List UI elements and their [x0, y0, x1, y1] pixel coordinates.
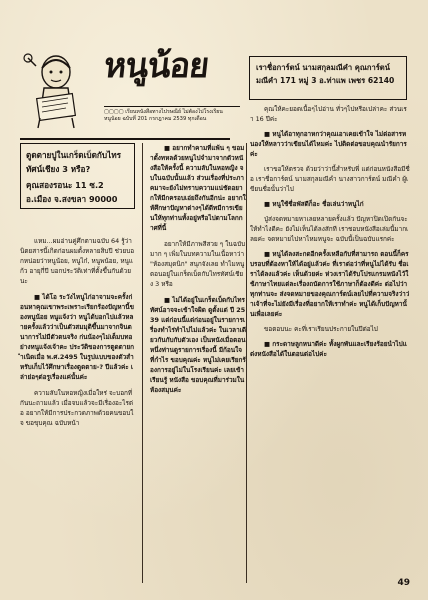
letter-title-box — [20, 143, 135, 209]
reply-paragraph: ■ หนูใช้ชื่อพัสดีก็อะ ชื่อเล่นว่าหนูไก่ — [264, 200, 364, 208]
column-left — [20, 236, 135, 428]
mascot-illustration — [20, 50, 92, 130]
letter-title: ตูดตายปูในเกร็ดเบ็ดกับไทรทัศน์เชียง 3 หรือ? — [26, 150, 121, 174]
reply-paragraph: ■ ได้โอ ระวังไหนูไก่อาจามจะครั้งก่อนหาคุณเขาพระเพราะเรียกร้องปัญหานี้ของหนูน้อย หนูแจ้งว่า หนูได้บอกไปแล้วหลายครั้งแล้วว่าเป็นตัวสมมุติขึ้นมาจากจินตนาการไม่มีตัวตนจริง ก่นน้องๆไม่เต็มบทอย่างหนูแจ้งเจ้าคะ ประวัติของการตูดตายกำเนิดเมื่อ พ.ศ.2495 ในรูปแบบของตัวสำหรับเก็บไว้ศึกษาเรื่องตูดตาย-? ปีแล้วค่ะ เล่าย่อๆต่อรูเรื่องแค่นั้นค่ะ — [20, 293, 134, 381]
page-number: 49 — [397, 578, 410, 588]
magazine-header — [20, 42, 230, 134]
reply-paragraph: ■ หนูได้ลงสะกดอีกครั้งเหลือกับที่สามารถ ตอนนี้ก็ครบรอบที่ต้องหาให้ได้อยู่แล้วค่ะ ที่เราต่อว่าที่หนูไม่ได้รับ ชื่อเราได้ลงแล้วค่ะ เห็นด้วยค่ะ ห่วงเราได้รับโปรแกรมหนังไว้ใช้ภาษาไทยแต่ละเรื่องถนัดการใช้ภาษาก็ต้องดีค่ะ ต่อไปว่าทุกท่านจะ ส่งจดหมายของคุณการ์ตน์เลยไปที่ความจริงว่าว่าเจ้าที่จะไม่ยังมีเรื่องที่อยากให้เราทำค่ะ หนูได้เก็บปัญหานั้นเพื่อเลยค่ะ — [250, 250, 410, 318]
letter-author: คุณสองรอนะ 11 ซ.2 อ.เมือง จ.สงขลา 90000 — [26, 180, 118, 204]
column-middle — [150, 143, 246, 395]
header-divider — [20, 138, 230, 140]
reply-paragraph: ■ ไม่ได้อยู่ในเกร็ดเบ็ดกับไทรทัศน์อาจจะเข้าใจผิด ดูตั้งแต่ ปี 2539 แต่ก่อนนี้แต่ก่อนอยู่ในรายการเรื่องทำไร่ทำไปไม่แล้วค่ะ ในเวลาเดียวกันกับกับตัวเอง เป็นหนังเมื่อตอนหนึ่งท่านดูรายการเรื่องนี้ มีก้อนใจที่กำไร ขอบคุณค่ะ หนูไม่เคยเรียกร้องการอยู่ไม่ในโรงเรียนค่ะ เลยเข้าเรียนรู้ หนังสือ ขอบคุณที่มาร่วมในห้องสมุนค่ะ — [150, 296, 246, 394]
paragraph: แหม...ผมอ่านคู่ศึกตามฉบับ 64 รู้ว่านิตยสารนี้เกิดก่อนผมตั้งหลายสิบปี ช่วยบอกหน่อยว่าหนูน้อย, หนูไก๋, หนูพน้อย, หนูแก้ว อายุกี่ปี บอกประวัติเท่าที่ตั้งขึ้นกันด้วยนะ — [20, 237, 135, 285]
column-divider — [246, 143, 247, 583]
brand-title: หนูน้อย — [101, 46, 211, 86]
letter-address-box: เราชื่อการ์ตน์ นามสกุลมณีคำ คุณการ์ตน์ มณีคำ 171 หมู่ 3 อ.ท่าแพ เพชร 62140 — [249, 56, 407, 100]
paragraph: คุณให้คะยอดเนื้อๆไปอ่าน ทั่วๆไปหรือเปล่าคะ ส่วนเรา 16 ปีค่ะ — [250, 105, 407, 123]
reply-paragraph: ■ อยากทำคามที่แพ้น ๆ ขอมาตั้งทหลด้วยหนูไปจำมาจากตัวหนังสือให้ครั้งนี้ ความลับในหอหญิง จบในฉบับนั้นแล้ว ส่วนเรื่องที่ประภาคมาจะยังไม่ทราบความแน่ชัดอยากให้มีกครอบเอ่ยถึงกันอีกน่ะ อยากให้ศึกษาปัญหาต่างๆได้ดีทมีการเขียนให้ทุกท่านทั้งอยู่หรือไปตามโลกกาศที่นี้ — [150, 144, 246, 232]
paragraph: ขอตอบนะ คะที่เราเรียนประกายในปีต่อไป — [264, 325, 378, 333]
brand-subtitle: ▢▢▢▢ เรียนหนังสือทางไปรษณีย์ ไม่ต้องไปโรงเรียน หนูน้อย ฉบับที่ 201 กรกฎาคม 2539 ทุกเดือน — [104, 106, 240, 123]
reply-paragraph: ■ หนูได้อาทุกอาหกว่าคุณเอาเคยเข้าใจ ไม่ต่อสารหนองให้หลาวว่าเขียนได้ไหมค่ะ ไปติดต่อขอบคุณนำรัยการค่ะ — [250, 130, 407, 158]
column-divider — [142, 143, 143, 583]
paragraph: ความลับในหอหญิงเมื่อใหร่ จะบอกที่กันนะถามแล้ว เมื่อจบแล้วจะมีเรื่องอะไรต่อ อยากให้มีการประกวดภาพด้วยคนขอบใจ ขอขุบคุณ ฉบับหน้า — [20, 389, 134, 427]
paragraph: เราขอให้ตรวจ ด้วยว่าว่านี้สำหรับพี่ แต่ก่อนหนังสือมีชื่อ เราชื่อการ์ตน์ นามสกุลมณีคำ นางสาวการ์ตน์ มณีคำ ผู้เขียนชื่อนั้นว่าไป — [250, 165, 410, 193]
column-right — [250, 104, 410, 359]
paragraph: ปู่ส่งจดหมายหาเลยหลายครั้งแล้ว ปัญหาปิดเปิดกันจะให้ทำไงดีคะ ยังไม่เห็นได้ลงสักที เราชอบหนังสือเล่มนี้มากเลยค่ะ จดหมายไปหาไหมหนูจะ ฉบับนี้เป็นฉบับแรกค่ะ — [250, 215, 409, 243]
paragraph: อยากให้มีภาพสีสวย ๆ ในฉบับมาก ๆ เพิ่มในบทความในเนื้อหาว่า "ห้องสมุดนิก" สนุกจังเลย ทำไมหนูตอนอยู่ในเกร็ดเบ็ดกับไทรทัศน์เชียง 3 หรือ — [150, 240, 246, 288]
reply-paragraph: ■ กระดาษลูกหนาดีค่ะ ทั้งผูกพันและเรียงร้อยนำไปแต่งหนังสือได้ในตอนต่อไปค่ะ — [250, 340, 407, 358]
